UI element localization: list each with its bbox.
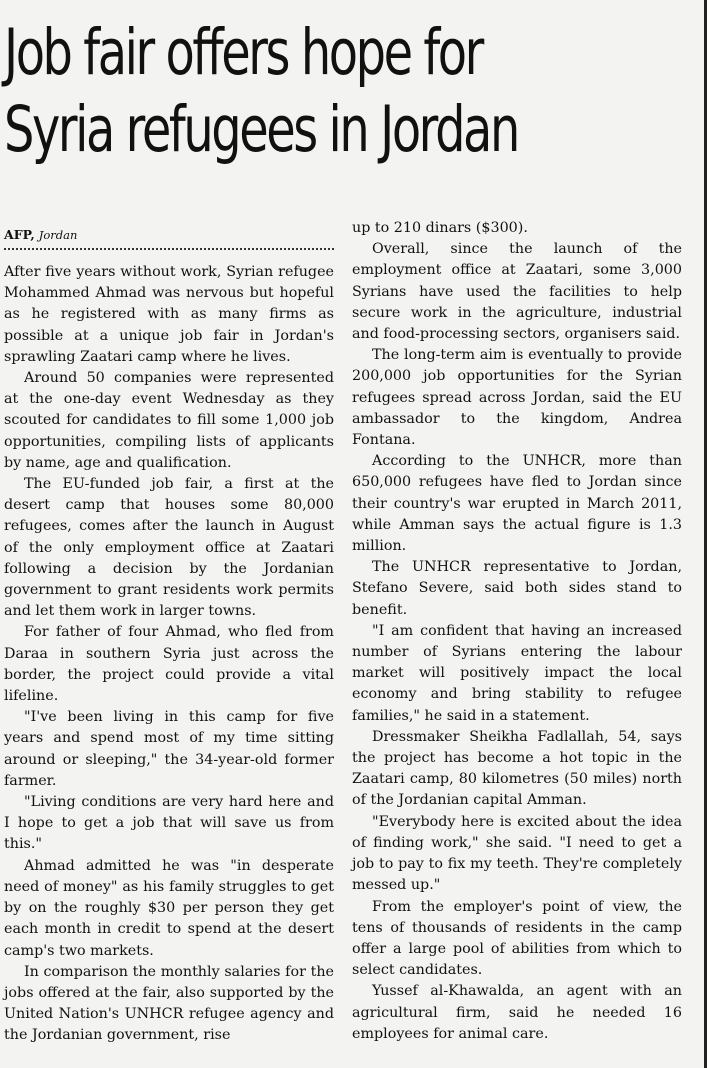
paragraph: Yussef al-Khawalda, an agent with an agricultural firm, said he needed 16 employees for animal care. — [352, 983, 682, 1042]
paragraph: The UNHCR representative to Jordan, Stefano Severe, said both sides stand to benefit. — [352, 559, 682, 618]
paragraph: "I am confident that having an increased number of Syrians entering the labour market will positively impact the local economy and bring stability to refugee families," he said in a statement. — [352, 622, 682, 724]
paragraph: Overall, since the launch of the employment office at Zaatari, some 3,000 Syrians have used the facilities to help secure work in the agriculture, industrial and food-processing sectors, organisers said. — [352, 241, 682, 343]
headline-line-1: Job fair offers hope for — [4, 16, 482, 89]
paragraph: "Everybody here is excited about the idea of finding work," she said. "I need to get a job to pay to fix my teeth. They're completely messed up." — [352, 813, 682, 894]
paragraph: Ahmad admitted he was "in desperate need of money" as his family struggles to get by on the roughly $30 per person they get each month in credit to spend at the desert camp's two markets. — [4, 857, 334, 959]
paragraph: up to 210 dinars ($300). — [352, 220, 528, 236]
headline-line-2: Syria refugees in Jordan — [4, 93, 518, 166]
paragraph: "Living conditions are very hard here and I hope to get a job that will save us from this." — [4, 794, 334, 853]
left-column — [4, 262, 334, 1047]
paragraph: "I've been living in this camp for five years and spend most of my time sitting around or sleeping," the 34-year-old former farmer. — [4, 709, 334, 789]
dotted-divider — [4, 248, 334, 250]
paragraph: From the employer's point of view, the tens of thousands of residents in the camp offer a large pool of abilities from which to select candidates. — [352, 898, 682, 979]
byline — [4, 227, 77, 242]
paragraph: The long-term aim is eventually to provide 200,000 job opportunities for the Syrian refugees spread across Jordan, said the EU ambassador to the kingdom, Andrea Fontana. — [352, 347, 682, 449]
paragraph: In comparison the monthly salaries for the jobs offered at the fair, also supported by the United Nation's UNHCR refugee agency and the Jordanian government, rise — [4, 963, 334, 1044]
paragraph: For father of four Ahmad, who fled from Daraa in southern Syria just across the border, the project could provide a vital lifeline. — [4, 624, 334, 705]
headline — [4, 14, 536, 168]
paragraph: Dressmaker Sheikha Fadlallah, 54, says the project has become a hot topic in the Zaatari camp, 80 kilometres (50 miles) north of the Jordanian capital Amman. — [352, 728, 682, 809]
right-column — [352, 218, 682, 1045]
paragraph: After five years without work, Syrian refugee Mohammed Ahmad was nervous but hopeful as he registered with as many firms as possible at a unique job fair in Jordan's sprawling Zaatari camp where he lives. — [4, 264, 334, 365]
paragraph: The EU-funded job fair, a first at the desert camp that houses some 80,000 refugees, comes after the launch in August of the only employment office at Zaatari following a decision by the Jordanian government to grant residents work permits and let them work in larger towns. — [4, 476, 334, 620]
byline-agency: AFP, — [4, 227, 35, 242]
paragraph: According to the UNHCR, more than 650,000 refugees have fled to Jordan since their country's war erupted in March 2011, while Amman says the actual figure is 1.3 million. — [352, 453, 682, 555]
byline-place: Jordan — [38, 228, 78, 242]
paragraph: Around 50 companies were represented at the one-day event Wednesday as they scouted for candidates to fill some 1,000 job opportunities, compiling lists of applicants by name, age and qualification. — [4, 370, 334, 471]
